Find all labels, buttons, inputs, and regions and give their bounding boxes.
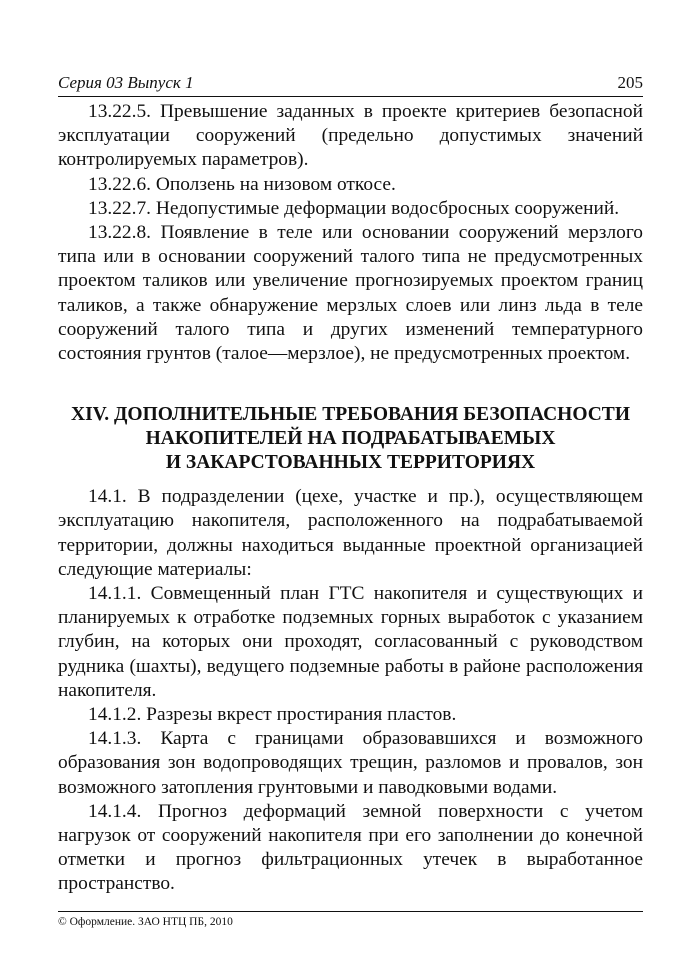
paragraph-14-1-3: 14.1.3. Карта с границами образовавшихся и возможного образования зон водопроводящих трещин, разломов и провалов, зон возможного затопления грунтовыми и паводковыми водами. (58, 728, 643, 798)
paragraph-13-22-5: 13.22.5. Превышение заданных в проекте критериев безопасной эксплуатации сооружений (предельно допустимых значений контролируемых параметров). (58, 101, 643, 171)
page-footer (58, 911, 643, 928)
paragraph-13-22-6: 13.22.6. Оползень на низовом откосе. (88, 173, 396, 195)
series-label: Серия 03 Выпуск 1 (58, 73, 194, 92)
paragraph-14-1-4: 14.1.4. Прогноз деформаций земной поверхности с учетом нагрузок от сооружений накопителя при его заполнении до конечной отметки и прогноз фильтрационных утечек в выработанное пространство. (58, 800, 643, 895)
section-heading-line-1: XIV. ДОПОЛНИТЕЛЬНЫЕ ТРЕБОВАНИЯ БЕЗОПАСНОСТИ (71, 404, 630, 426)
paragraph-14-1-1: 14.1.1. Совмещенный план ГТС накопителя и существующих и планируемых к отработке подземных горных выработок с указанием глубин, на которых они проходят, согласованный с руководством рудника (шахты), ведущего подземные работы в районе расположения накопителя. (58, 583, 643, 701)
copyright-notice: © Оформление. ЗАО НТЦ ПБ, 2010 (58, 916, 233, 928)
section-heading-line-2: НАКОПИТЕЛЕЙ НА ПОДРАБАТЫВАЕМЫХ (145, 428, 556, 450)
paragraph-14-1-2: 14.1.2. Разрезы вкрест простирания пластов. (88, 704, 457, 726)
paragraph-14-1: 14.1. В подразделении (цехе, участке и пр.), осуществляющем эксплуатацию накопителя, расположенного на подрабатываемой территории, должны находиться выданные проектной организацией следующие материалы: (58, 486, 643, 580)
section-heading-line-3: И ЗАКАРСТОВАННЫХ ТЕРРИТОРИЯХ (165, 452, 536, 474)
page-number: 205 (617, 73, 643, 92)
section-heading (58, 403, 643, 475)
page-header (58, 72, 643, 97)
paragraph-13-22-8: 13.22.8. Появление в теле или основании сооружений мерзлого типа или в основании сооружений талого типа не предусмотренных проектом таликов или увеличение прогнозируемых проектом границ таликов, а также обнаружение мерзлых слоев или линз льда в теле сооружений талого типа и других изменений температурного состояния грунтов (талое—мерзлое), не предусмотренных проектом. (58, 222, 643, 365)
paragraph-13-22-7: 13.22.7. Недопустимые деформации водосбросных сооружений. (88, 197, 620, 219)
page-body (58, 100, 643, 897)
